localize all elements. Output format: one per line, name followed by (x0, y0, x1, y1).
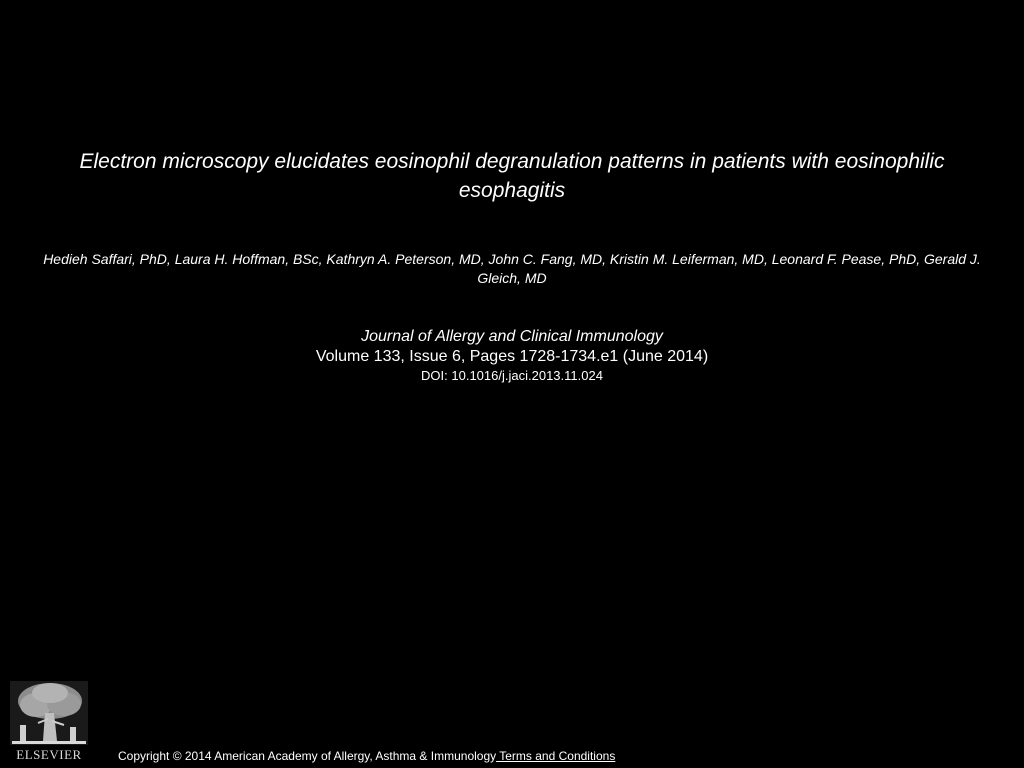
elsevier-logo (8, 679, 90, 765)
doi: DOI: 10.1016/j.jaci.2013.11.024 (421, 368, 603, 383)
article-title: Electron microscopy elucidates eosinophil degranulation patterns in patients with eosinophilic esophagitis (79, 150, 945, 202)
elsevier-wordmark: ELSEVIER (16, 747, 82, 762)
journal-name: Journal of Allergy and Clinical Immunology (361, 328, 663, 345)
volume-info: Volume 133, Issue 6, Pages 1728-1734.e1 (June 2014) (315, 348, 709, 365)
copyright-text: Copyright © 2014 American Academy of Allergy, Asthma & Immunology (118, 749, 497, 763)
terms-and-conditions-link[interactable]: Terms and Conditions (496, 749, 616, 763)
citation-block (40, 327, 984, 384)
footer (118, 748, 615, 764)
author-list: Hedieh Saffari, PhD, Laura H. Hoffman, BSc, Kathryn A. Peterson, MD, John C. Fang, MD, Kristin M. Leiferman, MD, Leonard F. Pease, PhD, Gerald J. Gleich, MD (43, 251, 981, 286)
elsevier-tree-icon (8, 679, 90, 747)
